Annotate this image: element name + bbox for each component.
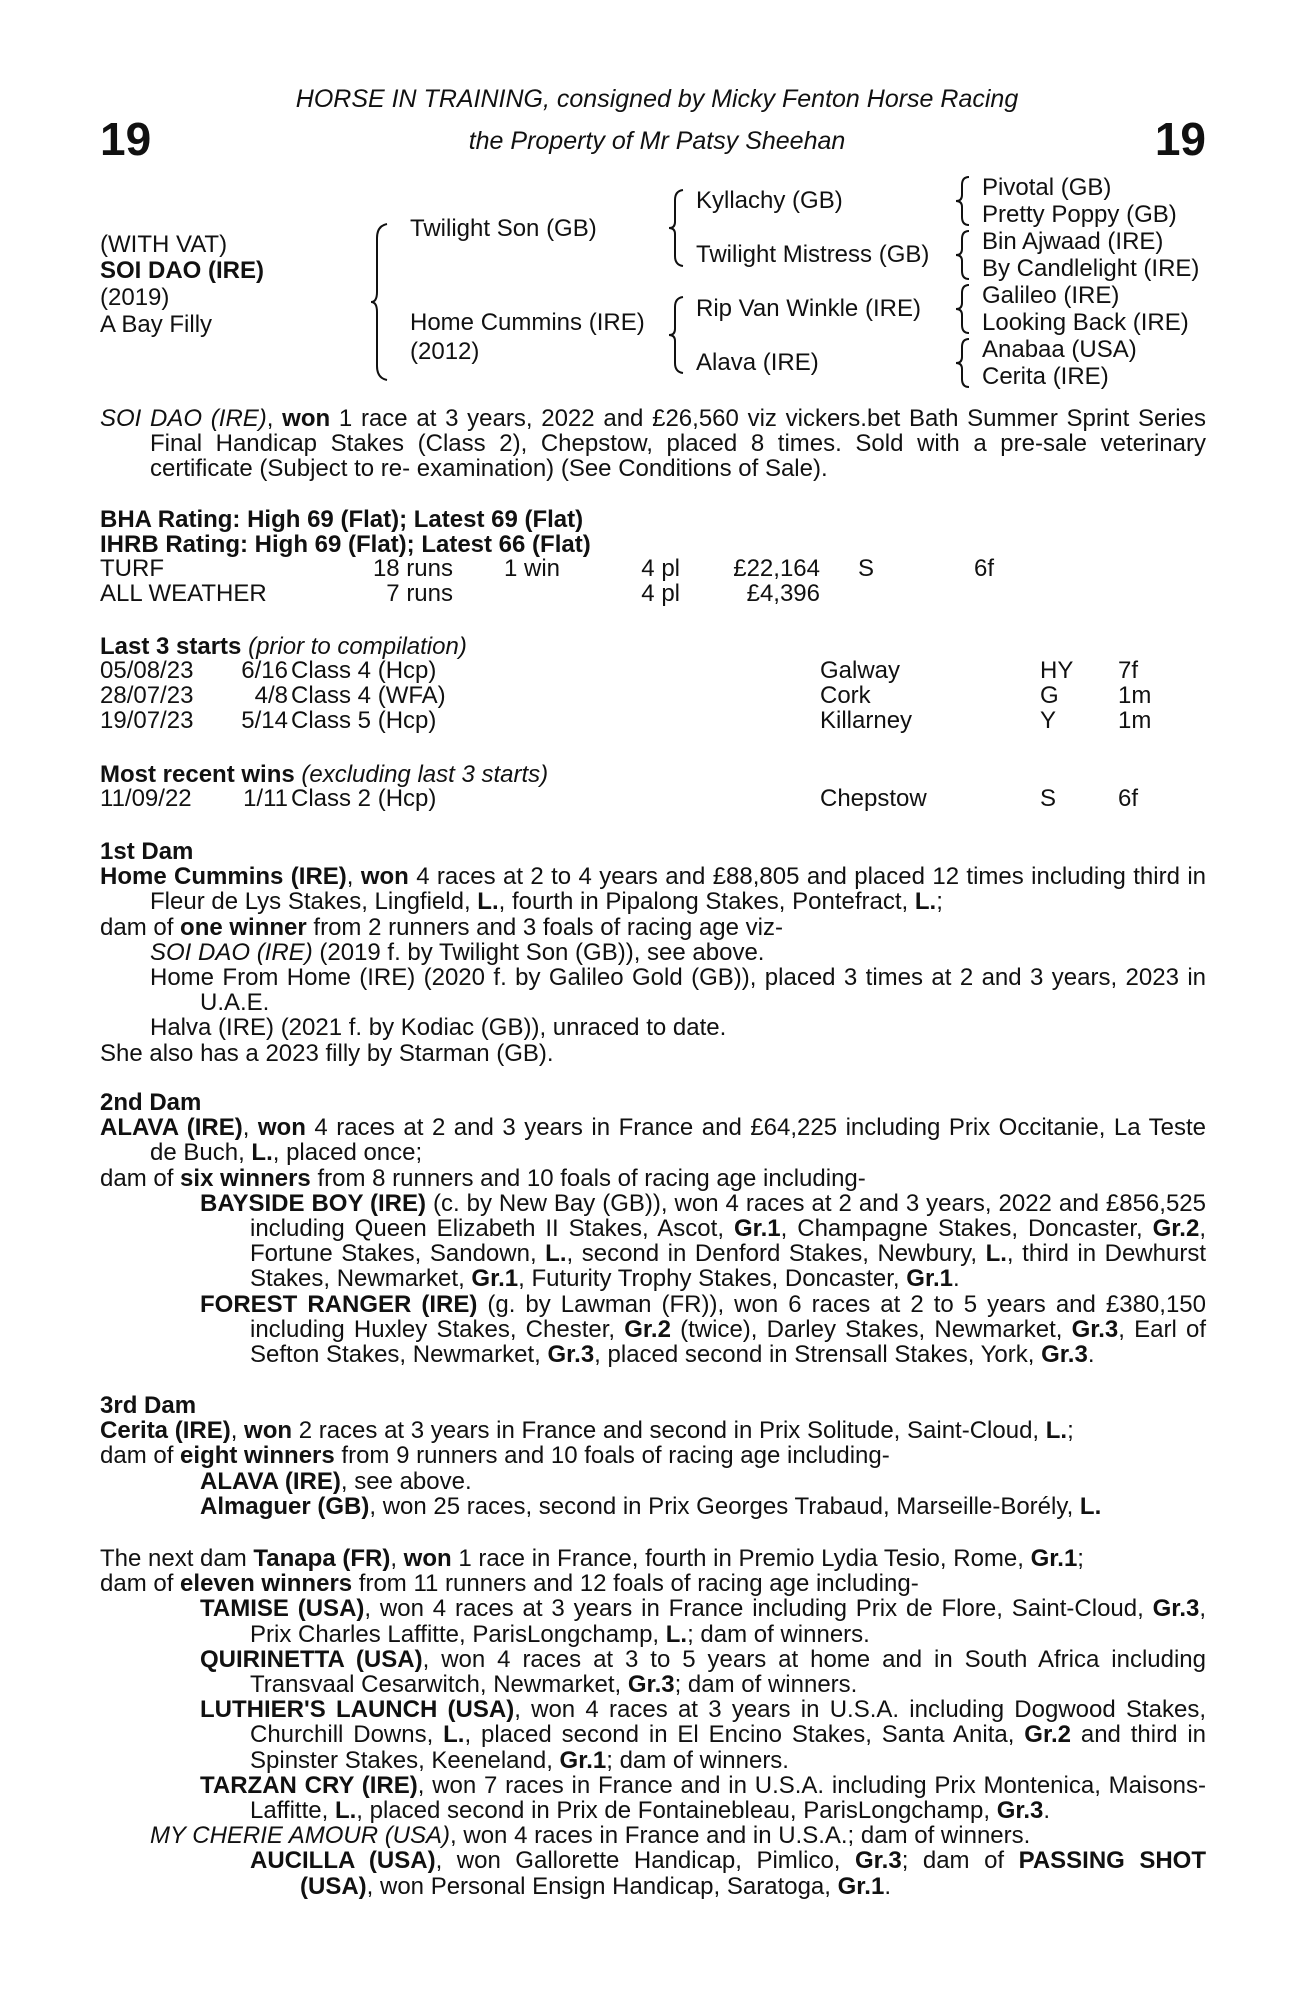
record-runs: 18 runs [372, 555, 453, 582]
record-row [100, 556, 1206, 582]
dsd: Looking Back (IRE) [982, 309, 1189, 336]
record-wins: 1 win [503, 555, 560, 582]
start-row [100, 658, 1206, 684]
vat-note: (WITH VAT) [100, 231, 228, 258]
dss: Galileo (IRE) [982, 282, 1120, 309]
start-distance: 1m [1118, 682, 1152, 709]
dam-bracket [671, 295, 687, 375]
win-class: Class 2 (Hcp) [291, 785, 437, 812]
sss: Pivotal (GB) [982, 174, 1112, 201]
dam-year: (2012) [410, 338, 480, 365]
start-class: Class 4 (Hcp) [291, 657, 437, 684]
sire-sire: Kyllachy (GB) [696, 187, 843, 214]
horse-name: SOI DAO (IRE) [100, 257, 265, 284]
win-distance: 6f [1118, 785, 1139, 812]
summary-text: 1 race at 3 years, 2022 and £26,560 viz vickers.bet Bath Summer Sprint Series Final Handicap Stakes (Class 2), Chepstow, placed 8 times. Sold with a pre-sale veterinary certificate (Subject to re- examination) (See Conditions of Sale). [150, 405, 1206, 483]
horse-year: (2019) [100, 284, 170, 311]
win-date: 11/09/22 [100, 785, 192, 812]
third-dam-section: 3rd Dam Cerita (IRE), won 2 races at 3 years in France and second in Prix Solitude, Saint-Cloud, L.; dam of eight winners from 9 runners and 10 foals of racing age including- ALAVA (IRE), see above. Almaguer (GB), won 25 races, second in Prix Georges Trabaud, Marseille-Borély, L. [100, 1393, 1206, 1519]
race-summary: SOI DAO (IRE), won 1 race at 3 years, 2022 and £26,560 viz vickers.bet Bath Summer Sprint Series Final Handicap Stakes (Class 2), Chepstow, placed 8 times. Sold with a pre-sale veterinary certificate (Subject to re- examination) (See Conditions of Sale). [100, 405, 1206, 483]
second-dam-heading: 2nd Dam [100, 1089, 202, 1116]
start-date: 19/07/23 [100, 707, 194, 734]
bha-rating: BHA Rating: High 69 (Flat); Latest 69 (Flat) [100, 506, 584, 533]
record-runs: 7 runs [386, 580, 453, 607]
record-surface: ALL WEATHER [100, 580, 267, 607]
start-distance: 1m [1118, 707, 1152, 734]
start-going: HY [1040, 657, 1074, 684]
lot-number-right: 19 [1154, 113, 1206, 165]
start-going: Y [1040, 707, 1057, 734]
sdd: By Candlelight (IRE) [982, 255, 1200, 282]
start-row [100, 708, 1206, 734]
start-row [100, 683, 1206, 709]
win-position: 1/11 [243, 785, 288, 812]
first-dam-section: 1st Dam Home Cummins (IRE), won 4 races at 2 to 4 years and £88,805 and placed 12 times including third in Fleur de Lys Stakes, Lingfield, L., fourth in Pipalong Stakes, Pontefract, L.; dam of one winner from 2 runners and 3 foals of racing age viz- SOI DAO (IRE) (2019 f. by Twilight Son (GB)), see above. Home From Home (IRE) (2020 f. by Galileo Gold (GB)), placed 3 times at 2 and 3 years, 2023 in U.A.E. Halva (IRE) (2021 f. by Kodiac (GB)), unraced to date. She also has a 2023 filly by Starman (GB). [100, 838, 1206, 1067]
gg-bracket-1 [958, 175, 972, 227]
record-placed: 4 pl [641, 555, 680, 582]
lot-number-left: 19 [100, 113, 152, 165]
start-date: 28/07/23 [100, 682, 194, 709]
third-dam-heading: 3rd Dam [100, 1392, 197, 1419]
sire: Twilight Son (GB) [410, 215, 597, 242]
sire-dam: Twilight Mistress (GB) [696, 241, 930, 268]
property-line: the Property of Mr Patsy Sheehan [468, 127, 846, 155]
ddd: Cerita (IRE) [982, 363, 1109, 390]
summary-won: won [282, 405, 331, 432]
consignor-line: HORSE IN TRAINING, consigned by Micky Fenton Horse Racing [295, 85, 1019, 113]
gg-bracket-2 [958, 229, 972, 281]
record-placed: 4 pl [641, 580, 680, 607]
record-prize: £22,164 [733, 555, 820, 582]
start-course: Cork [820, 682, 871, 709]
sds: Bin Ajwaad (IRE) [982, 228, 1164, 255]
fourth-dam-section: The next dam Tanapa (FR), won 1 race in France, fourth in Premio Lydia Tesio, Rome, Gr.1; dam of eleven winners from 11 runners and 12 foals of racing age including- TAMISE (USA), won 4 races at 3 years in France including Prix de Flore, Saint-Cloud, Gr.3, Prix Charles Laffitte, ParisLongchamp, L.; dam of winners. QUIRINETTA (USA), won 4 races at 3 to 5 years at home and in South Africa including Transvaal Cesarwitch, Newmarket, Gr.3; dam of winners. LUTHIER'S LAUNCH (USA), won 4 races at 3 years in U.S.A. including Dogwood Stakes, Churchill Downs, L., placed second in El Encino Stakes, Santa Anita, Gr.2 and third in Spinster Stakes, Keeneland, Gr.1; dam of winners. TARZAN CRY (IRE), won 7 races in France and in U.S.A. including Prix Montenica, Maisons-Laffitte, L., placed second in Prix de Fontainebleau, ParisLongchamp, Gr.3. MY CHERIE AMOUR (USA), won 4 races in France and in U.S.A.; dam of winners. AUCILLA (USA), won Gallorette Handicap, Pimlico, Gr.3; dam of PASSING SHOT (USA), won Personal Ensign Handicap, Saratoga, Gr.1. [100, 1545, 1207, 1900]
ihrb-rating: IHRB Rating: High 69 (Flat); Latest 66 (Flat) [100, 531, 591, 558]
win-going: S [1040, 785, 1057, 812]
record-prize: £4,396 [746, 580, 820, 607]
horse-description: A Bay Filly [100, 311, 213, 338]
start-going: G [1040, 682, 1059, 709]
start-position: 4/8 [254, 682, 288, 709]
gg-bracket-4 [958, 337, 972, 389]
first-dam-heading: 1st Dam [100, 838, 194, 865]
gg-bracket-3 [958, 283, 972, 335]
second-dam-section: 2nd Dam ALAVA (IRE), won 4 races at 2 and 3 years in France and £64,225 including Prix Occitanie, La Teste de Buch, L., placed once; dam of six winners from 8 runners and 10 foals of racing age including- BAYSIDE BOY (IRE) (c. by New Bay (GB)), won 4 races at 2 and 3 years, 2022 and £856,525 including Queen Elizabeth II Stakes, Ascot, Gr.1, Champagne Stakes, Doncaster, Gr.2, Fortune Stakes, Sandown, L., second in Denford Stakes, Newbury, L., third in Dewhurst Stakes, Newmarket, Gr.1, Futurity Trophy Stakes, Doncaster, Gr.1. FOREST RANGER (IRE) (g. by Lawman (FR)), won 6 races at 2 to 5 years and £380,150 including Huxley Stakes, Chester, Gr.2 (twice), Darley Stakes, Newmarket, Gr.3, Earl of Sefton Stakes, Newmarket, Gr.3, placed second in Strensall Stakes, York, Gr.3. [100, 1089, 1207, 1369]
record-going: S [858, 555, 875, 582]
start-class: Class 4 (WFA) [291, 682, 446, 709]
dam-sire: Rip Van Winkle (IRE) [696, 295, 921, 322]
start-course: Killarney [820, 707, 913, 734]
start-position: 5/14 [241, 707, 288, 734]
record-distance: 6f [974, 555, 995, 582]
pedigree-bracket [373, 222, 393, 382]
win-course: Chepstow [820, 785, 927, 812]
start-course: Galway [820, 657, 901, 684]
recent-wins-heading: Most recent wins (excluding last 3 starts) [100, 761, 549, 788]
win-row [100, 786, 1206, 812]
start-distance: 7f [1118, 657, 1139, 684]
start-date: 05/08/23 [100, 657, 194, 684]
record-surface: TURF [100, 555, 164, 582]
sire-bracket [671, 188, 687, 268]
dam: Home Cummins (IRE) [410, 309, 645, 336]
record-row [100, 581, 1206, 607]
dam-dam: Alava (IRE) [696, 349, 819, 376]
summary-horse-name: SOI DAO (IRE) [100, 405, 267, 432]
ssd: Pretty Poppy (GB) [982, 201, 1177, 228]
last3-heading: Last 3 starts (prior to compilation) [100, 633, 467, 660]
dds: Anabaa (USA) [982, 336, 1137, 363]
start-position: 6/16 [241, 657, 288, 684]
start-class: Class 5 (Hcp) [291, 707, 437, 734]
